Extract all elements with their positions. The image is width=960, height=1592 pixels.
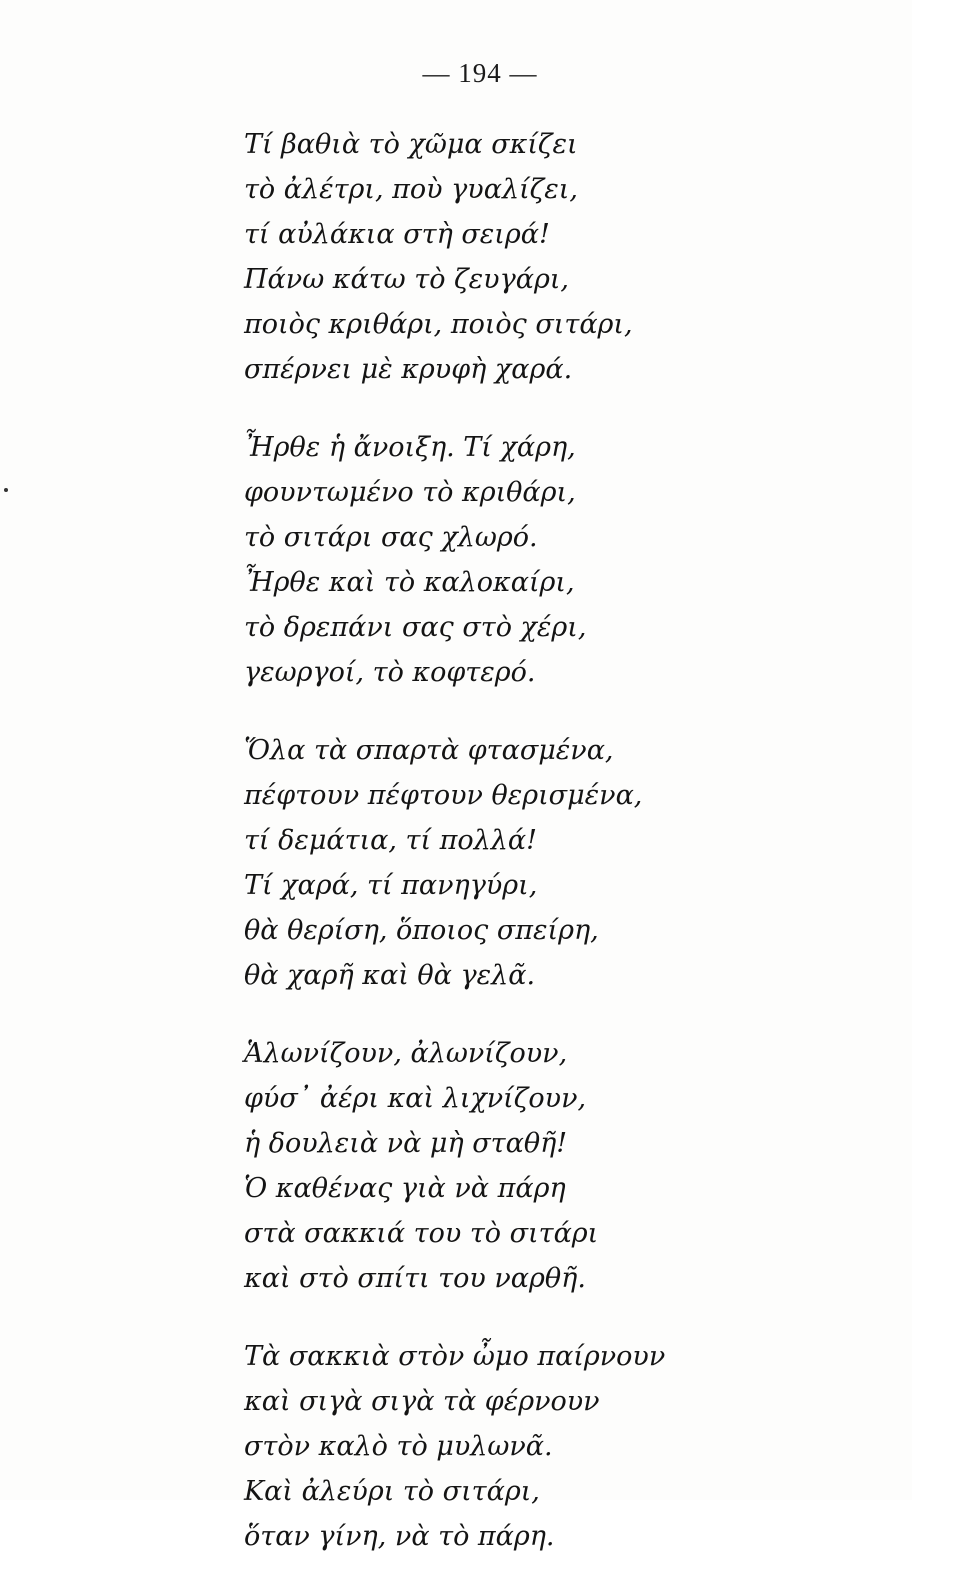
poem-line: ὅταν γίνη, νὰ τὸ πάρη. [244, 1521, 555, 1552]
poem-line: φουντωμένο τὸ κριθάρι, [244, 477, 576, 508]
margin-dot [4, 488, 8, 492]
poem-line: Ὅλα τὰ σπαρτὰ φτασμένα, [244, 735, 614, 766]
stanza [244, 728, 844, 998]
stanza [244, 1334, 844, 1559]
poem-line: Ὁ καθένας γιὰ νὰ πάρη [244, 1173, 566, 1204]
poem-line: Τί χαρά, τί πανηγύρι, [244, 870, 538, 901]
poem-line: Τὰ σακκιὰ στὸν ὦμο παίρνουν [244, 1341, 666, 1372]
stanza [244, 1031, 844, 1301]
poem-line: τὸ ἀλέτρι, ποὺ γυαλίζει, [244, 174, 578, 205]
poem-line: θὰ χαρῆ καὶ θὰ γελᾶ. [244, 960, 536, 991]
stanza [244, 425, 844, 695]
poem-line: σπέρνει μὲ κρυφὴ χαρά. [244, 354, 573, 385]
poem-line: τὸ δρεπάνι σας στὸ χέρι, [244, 612, 587, 643]
poem-line: γεωργοί, τὸ κοφτερό. [244, 657, 536, 688]
poem-line: τὸ σιτάρι σας χλωρό. [244, 522, 538, 553]
poem-line: φύσ᾽ ἀέρι καὶ λιχνίζουν, [244, 1083, 587, 1114]
poem-line: πέφτουν πέφτουν θερισμένα, [244, 780, 643, 811]
poem-line: Τί βαθιὰ τὸ χῶμα σκίζει [244, 129, 578, 160]
poem-line: Ἦρθε ἡ ἄνοιξη. Τί χάρη, [244, 432, 576, 463]
poem-line: Ἦρθε καὶ τὸ καλοκαίρι, [244, 567, 575, 598]
poem-line: ἡ δουλειὰ νὰ μὴ σταθῆ! [244, 1128, 568, 1159]
poem-line: στὸν καλὸ τὸ μυλωνᾶ. [244, 1431, 553, 1462]
poem-line: τί αὐλάκια στὴ σειρά! [244, 219, 550, 250]
poem [244, 122, 844, 1592]
poem-line: Καὶ ἀλεύρι τὸ σιτάρι, [244, 1476, 540, 1507]
poem-line: τί δεμάτια, τί πολλά! [244, 825, 537, 856]
poem-line: Πάνω κάτω τὸ ζευγάρι, [244, 264, 569, 295]
poem-line: στὰ σακκιά του τὸ σιτάρι [244, 1218, 599, 1249]
poem-line: καὶ στὸ σπίτι του ναρθῆ. [244, 1263, 586, 1294]
page-number: — 194 — [422, 58, 538, 88]
poem-line: ποιὸς κριθάρι, ποιὸς σιτάρι, [244, 309, 633, 340]
stanza [244, 122, 844, 392]
poem-line: Ἁλωνίζουν, ἀλωνίζουν, [244, 1038, 568, 1069]
poem-line: καὶ σιγὰ σιγὰ τὰ φέρνουν [244, 1386, 600, 1417]
poem-line: θὰ θερίση, ὅποιος σπείρη, [244, 915, 599, 946]
